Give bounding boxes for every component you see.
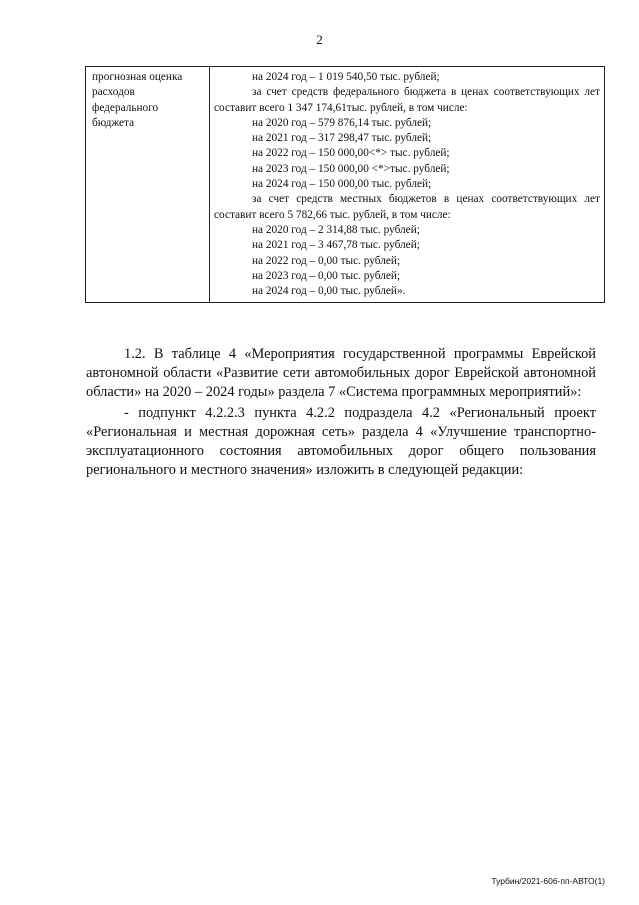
label-line: расходов <box>92 86 135 99</box>
content-line: на 2023 год – 150 000,00 <*>тыс. рублей; <box>252 162 450 175</box>
amendment-text <box>86 345 596 482</box>
content-line: на 2022 год – 0,00 тыс. рублей; <box>252 254 401 267</box>
table-row <box>86 67 605 303</box>
content-line: на 2021 год – 3 467,78 тыс. рублей; <box>252 239 420 252</box>
content-line: на 2024 год – 1 019 540,50 тыс. рублей; <box>252 71 440 83</box>
content-line: на 2021 год – 317 298,47 тыс. рублей; <box>252 132 432 145</box>
content-line: на 2022 год – 150 000,00<*> тыс. рублей; <box>252 147 450 160</box>
content-line: за счет средств местных бюджетов в ценах соответствующих лет составит всего 5 782,66 тыс. рублей, в том числе: <box>214 193 600 221</box>
content-line: на 2024 год – 150 000,00 тыс. рублей; <box>252 178 432 191</box>
content-line: на 2020 год – 2 314,88 тыс. рублей; <box>252 223 420 236</box>
label-line: федерального <box>92 101 159 114</box>
content-line: на 2024 год – 0,00 тыс. рублей». <box>252 285 406 298</box>
label-line: прогнозная оценка <box>92 71 183 83</box>
content-line: за счет средств федерального бюджета в ценах соответствующих лет составит всего 1 347 174,61тыс. рублей, в том числе: <box>214 86 600 114</box>
budget-forecast-table <box>85 66 605 303</box>
document-code: Турбин/2021-606-пп-АВТО(1) <box>491 876 605 886</box>
table-label-cell <box>86 67 210 303</box>
table-content-cell <box>210 67 605 303</box>
amendment-paragraph: - подпункт 4.2.2.3 пункта 4.2.2 подраздела 4.2 «Региональный проект «Региональная и местная дорожная сеть» раздела 4 «Улучшение транспортно-эксплуатационного состояния автомобильных дорог общего пользования регионального и местного значения» изложить в следующей редакции: <box>86 405 596 478</box>
label-line: бюджета <box>92 116 135 129</box>
content-line: на 2023 год – 0,00 тыс. рублей; <box>252 269 401 282</box>
page-number: 2 <box>316 32 323 47</box>
content-line: на 2020 год – 579 876,14 тыс. рублей; <box>252 116 432 129</box>
amendment-paragraph: 1.2. В таблице 4 «Мероприятия государственной программы Еврейской автономной области «Развитие сети автомобильных дорог Еврейской автономной области» на 2020 – 2024 годы» раздела 7 «Система программных мероприятий»: <box>86 346 596 400</box>
